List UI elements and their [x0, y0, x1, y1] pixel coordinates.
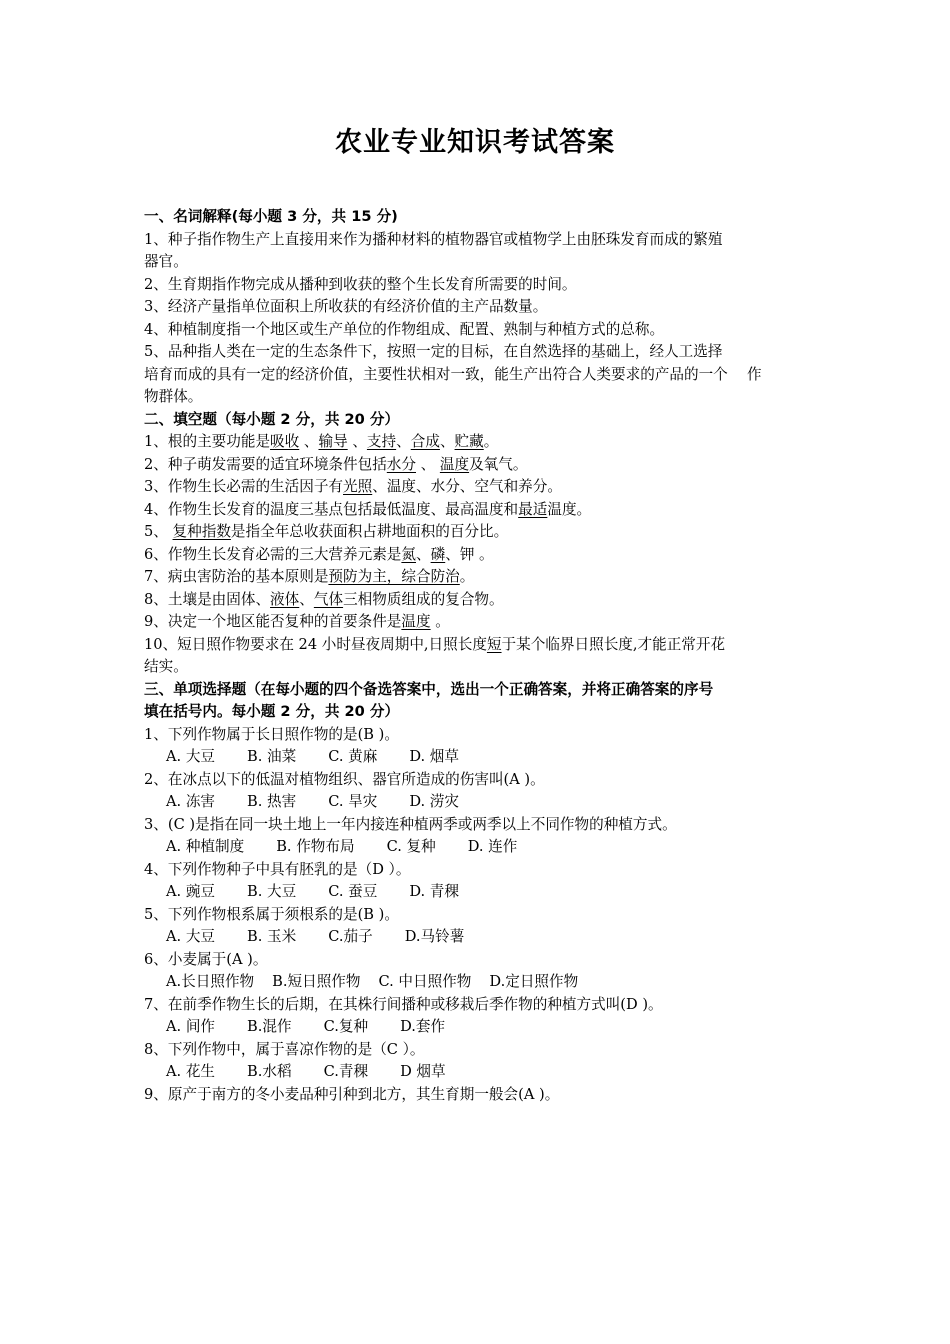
q1-sep: 、	[439, 433, 455, 450]
q2-text: 2、种子萌发需要的适宜环境条件包括	[144, 455, 387, 473]
fill-q3	[144, 476, 814, 499]
option-d: D.马铃薯	[404, 928, 465, 945]
q3-text: 3、作物生长必需的生活因子有	[144, 478, 344, 495]
s1-item1-line2: 器官。	[144, 253, 188, 270]
fill-q8	[144, 589, 814, 612]
option-b: B.水稻	[247, 1063, 292, 1080]
fill-q6	[144, 544, 814, 567]
mc-q1-options	[144, 746, 814, 769]
option-a: A. 冻害	[166, 793, 216, 810]
mc-q5-options	[144, 926, 814, 949]
option-a: A. 花生	[166, 1063, 216, 1080]
fill-q1	[144, 431, 814, 454]
option-d: D. 烟草	[409, 748, 459, 765]
q1-end: 。	[483, 433, 499, 450]
option-b: B. 作物布局	[276, 838, 355, 855]
mc-q3: 3、(C )是指在同一块土地上一年内接连种植两季或两季以上不同作物的种植方式。	[144, 815, 677, 833]
option-a: A. 豌豆	[166, 883, 216, 900]
q7-text: 7、病虫害防治的基本原则是	[144, 568, 329, 585]
q10-text: 10、短日照作物要求在 24 小时昼夜周期中,日照长度	[144, 635, 487, 653]
document-body	[144, 206, 814, 1106]
q6-sep: 、	[416, 545, 431, 563]
option-b: B. 油菜	[247, 748, 297, 765]
mc-q2-options	[144, 791, 814, 814]
option-c: C. 中日照作物	[378, 973, 472, 990]
mc-q6-options	[144, 971, 814, 994]
option-a: A. 大豆	[166, 748, 216, 765]
s1-item4: 4、种植制度指一个地区或生产单位的作物组成、配置、熟制与种植方式的总称。	[144, 320, 665, 338]
option-c: C.青稞	[323, 1063, 369, 1080]
option-d: D.套作	[400, 1018, 446, 1035]
s1-item1-line1: 1、种子指作物生产上直接用来作为播种材料的植物器官或植物学上由胚珠发育而成的繁殖	[144, 230, 723, 248]
mc-q3-options	[144, 836, 814, 859]
section2-heading: 二、填空题（每小题 2 分，共 20 分）	[144, 410, 400, 428]
option-a: A. 大豆	[166, 928, 216, 945]
q8-answer-1: 液体	[270, 590, 300, 608]
q9-text: 9、决定一个地区能否复种的首要条件是	[144, 613, 402, 630]
option-c: C. 黄麻	[328, 748, 378, 765]
option-d: D 烟草	[400, 1063, 446, 1080]
q8-answer-2: 气体	[313, 590, 344, 608]
q8-end: 三相物质组成的复合物。	[343, 590, 504, 608]
q5-end: 是指全年总收获面积占耕地面积的百分比。	[230, 523, 509, 540]
mc-q2: 2、在冰点以下的低温对植物组织、器官所造成的伤害叫(A )。	[144, 770, 545, 788]
q10-answer-1: 短	[486, 635, 502, 653]
option-a: A.长日照作物	[166, 973, 255, 990]
s1-item2: 2、生育期指作物完成从播种到收获的整个生长发育所需要的时间。	[144, 275, 577, 293]
option-c: C. 旱灾	[328, 793, 378, 810]
section3-heading-line1: 三、单项选择题（在每小题的四个备选答案中，选出一个正确答案，并将正确答案的序号	[144, 680, 714, 698]
s1-item5-line3: 物群体。	[144, 388, 203, 405]
option-a: A. 种植制度	[166, 838, 245, 855]
mc-q7: 7、在前季作物生长的后期，在其株行间播种或移栽后季作物的种植方式叫(D )。	[144, 995, 663, 1013]
option-b: B. 大豆	[247, 883, 297, 900]
mc-q8: 8、下列作物中，属于喜凉作物的是（C ）。	[144, 1040, 425, 1058]
q1-sep: 、	[299, 433, 319, 450]
mc-q6: 6、小麦属于(A )。	[144, 950, 268, 968]
fill-q10-cont: 结实。	[144, 658, 188, 675]
q2-end: 及氧气。	[469, 455, 528, 473]
q3-end: 、温度、水分、空气和养分。	[372, 478, 562, 495]
q4-text: 4、作物生长发育的温度三基点包括最低温度、最高温度和	[144, 500, 519, 518]
mc-q8-options	[144, 1061, 814, 1084]
q7-answer-1: 预防为主，综合防治	[328, 568, 460, 585]
section1-heading: 一、名词解释(每小题 3 分，共 15 分)	[144, 208, 398, 225]
q5-text: 5、	[144, 523, 173, 540]
q9-end: 。	[430, 613, 450, 630]
mc-q1: 1、下列作物属于长日照作物的是(B )。	[144, 725, 399, 743]
page-title: 农业专业知识考试答案	[335, 127, 615, 158]
option-d: D. 青稞	[409, 883, 459, 900]
q1-answer-4: 合成	[410, 433, 440, 450]
q1-text: 1、根的主要功能是	[144, 433, 271, 450]
fill-q10	[144, 634, 814, 657]
q6-answer-2: 磷	[430, 545, 446, 563]
fill-q2	[144, 454, 814, 477]
q1-answer-2: 输导	[318, 433, 348, 450]
s1-item5-line1: 5、品种指人类在一定的生态条件下，按照一定的目标，在自然选择的基础上，经人工选择	[144, 343, 723, 360]
mc-q9: 9、原产于南方的冬小麦品种引种到北方，其生育期一般会(A )。	[144, 1085, 560, 1103]
q2-answer-1: 水分	[386, 455, 416, 473]
q10-end: 于某个临界日照长度,才能正常开花	[501, 635, 726, 653]
q1-sep: 、	[347, 433, 367, 450]
q2-sep: 、	[416, 455, 440, 473]
q8-sep: 、	[299, 590, 314, 608]
q2-answer-2: 温度	[439, 455, 470, 473]
fill-q7	[144, 566, 814, 589]
option-c: C. 蚕豆	[328, 883, 378, 900]
mc-q5: 5、下列作物根系属于须根系的是(B )。	[144, 905, 399, 923]
option-d: D. 连作	[467, 838, 518, 855]
mc-q7-options	[144, 1016, 814, 1039]
option-d: D. 涝灾	[409, 793, 459, 810]
mc-q4: 4、下列作物种子中具有胚乳的是（D ）。	[144, 860, 411, 878]
q6-text: 6、作物生长发育必需的三大营养元素是	[144, 545, 402, 563]
option-d: D.定日照作物	[489, 973, 579, 990]
fill-q5	[144, 521, 814, 544]
q1-answer-1: 吸收	[270, 433, 300, 450]
q1-sep: 、	[396, 433, 411, 450]
option-c: C.茄子	[328, 928, 373, 945]
option-c: C.复种	[323, 1018, 369, 1035]
option-b: B. 玉米	[247, 928, 297, 945]
mc-q4-options	[144, 881, 814, 904]
fill-q9	[144, 611, 814, 634]
q4-end: 温度。	[547, 500, 592, 518]
option-a: A. 间作	[166, 1018, 216, 1035]
option-b: B. 热害	[247, 793, 297, 810]
s1-item5-line2: 培育而成的具有一定的经济价值，主要性状相对一致，能生产出符合人类要求的产品的一个 作	[144, 365, 762, 383]
fill-q4	[144, 499, 814, 522]
section3-heading-line2: 填在括号内。每小题 2 分，共 20 分）	[144, 703, 400, 720]
q9-answer-1: 温度	[401, 613, 431, 630]
q1-answer-5: 贮藏	[454, 433, 484, 450]
q8-text: 8、土壤是由固体、	[144, 590, 271, 608]
q7-end: 。	[459, 568, 475, 585]
q4-answer-1: 最适	[518, 500, 548, 518]
q3-answer-1: 光照	[343, 478, 373, 495]
q6-answer-1: 氮	[401, 545, 416, 563]
option-b: B.短日照作物	[272, 973, 361, 990]
q1-answer-3: 支持	[366, 433, 397, 450]
q5-answer-1: 复种指数	[172, 523, 231, 540]
s1-item3: 3、经济产量指单位面积上所收获的有经济价值的主产品数量。	[144, 298, 548, 315]
option-b: B.混作	[247, 1018, 292, 1035]
q6-end: 、钾 。	[445, 545, 494, 563]
option-c: C. 复种	[386, 838, 436, 855]
